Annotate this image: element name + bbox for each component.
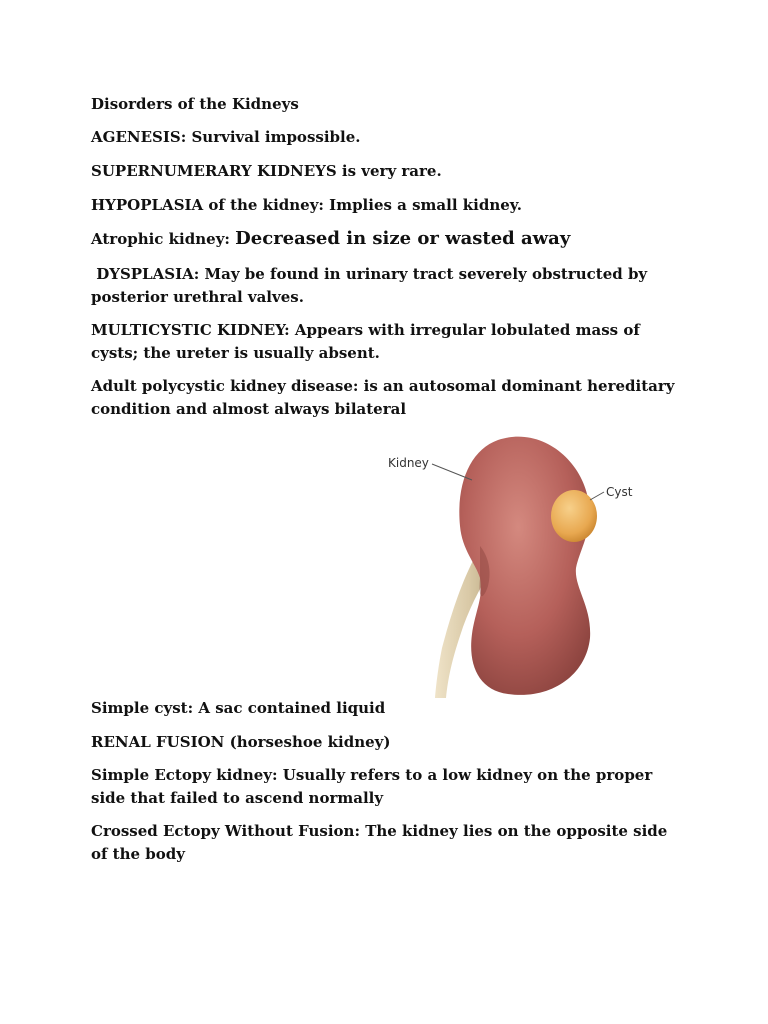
paragraph-agenesis: AGENESIS: Survival impossible. (91, 128, 361, 146)
paragraph-simple-cyst: Simple cyst: A sac contained liquid (91, 699, 386, 717)
paragraph-dysplasia (91, 263, 681, 309)
cyst-label: Cyst (606, 485, 633, 499)
cyst-leader-line (590, 492, 604, 500)
document-title: Disorders of the Kidneys (91, 95, 299, 113)
dysplasia-text: DYSPLASIA: May be found in urinary tract severely obstructed by posterior urethral valves. (91, 265, 648, 306)
paragraph-polycystic: Adult polycystic kidney disease: is an autosomal dominant hereditary condition and almost always bilateral (91, 377, 675, 418)
kidney-cyst-illustration (380, 428, 650, 703)
paragraph-hypoplasia: HYPOPLASIA of the kidney: Implies a small kidney. (91, 196, 523, 214)
paragraph-crossed-ectopy: Crossed Ectopy Without Fusion: The kidney lies on the opposite side of the body (91, 822, 668, 863)
cyst-shape (551, 490, 597, 542)
paragraph-renal-fusion: RENAL FUSION (horseshoe kidney) (91, 733, 391, 751)
atrophic-prefix: Atrophic kidney: (91, 230, 236, 248)
kidney-label: Kidney (388, 456, 429, 470)
paragraph-simple-ectopy: Simple Ectopy kidney: Usually refers to a low kidney on the proper side that failed to ascend normally (91, 766, 653, 807)
paragraph-multicystic: MULTICYSTIC KIDNEY: Appears with irregular lobulated mass of cysts; the ureter is usually absent. (91, 321, 640, 362)
atrophic-emphasis: Decreased in size or wasted away (235, 228, 571, 249)
paragraph-supernumerary: SUPERNUMERARY KIDNEYS is very rare. (91, 162, 442, 180)
kidney-leader-line (432, 464, 472, 480)
paragraph-atrophic (91, 227, 681, 251)
kidney-cyst-svg (380, 428, 650, 703)
kidney-shape (459, 437, 590, 695)
